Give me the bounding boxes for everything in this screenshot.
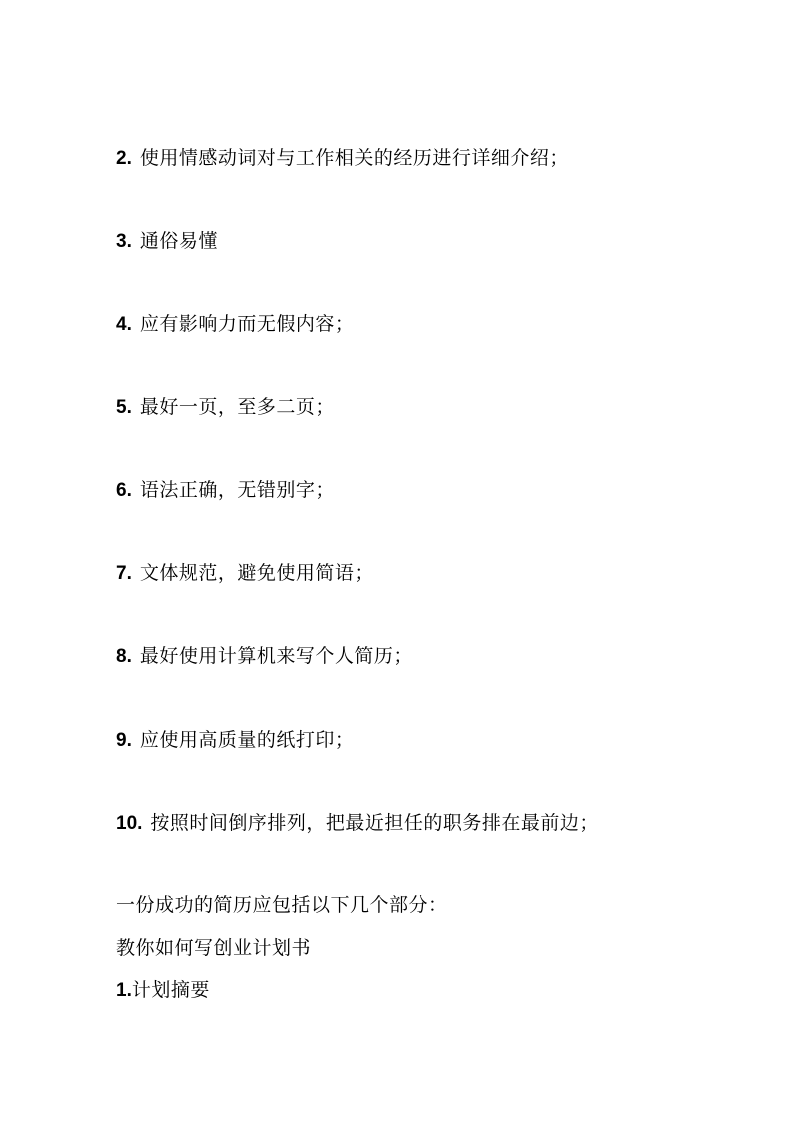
item-text: 最好一页，至多二页；: [139, 396, 335, 418]
item-number: 8: [116, 646, 127, 667]
list-item: [116, 811, 599, 836]
item-separator: .: [137, 813, 143, 834]
heading-text: 计划摘要: [131, 979, 210, 1001]
list-item: [116, 644, 413, 669]
item-number: 2: [116, 148, 127, 169]
item-number: 4: [116, 314, 127, 335]
list-item: [116, 312, 354, 337]
item-text: 语法正确，无错别字；: [139, 479, 335, 501]
list-item: [116, 561, 374, 586]
list-item: [116, 728, 354, 753]
item-number: 5: [116, 397, 127, 418]
item-number: 7: [116, 563, 127, 584]
item-separator: .: [126, 480, 132, 501]
item-text: 通俗易懂: [139, 230, 218, 252]
section-heading: [116, 978, 210, 1003]
item-separator: .: [126, 730, 132, 751]
heading-number: 1.: [116, 980, 132, 1001]
item-number: 6: [116, 480, 127, 501]
item-text: 应有影响力而无假内容；: [139, 313, 355, 335]
item-text: 应使用高质量的纸打印；: [139, 729, 355, 751]
list-item: [116, 478, 335, 503]
list-item: [116, 229, 218, 254]
item-separator: .: [126, 563, 132, 584]
paragraph-line: [116, 936, 311, 960]
item-separator: .: [126, 397, 132, 418]
paragraph-text: 教你如何写创业计划书: [116, 937, 312, 959]
item-text: 按照时间倒序排列，把最近担任的职务排在最前边；: [150, 812, 599, 834]
item-number: 10: [116, 813, 138, 834]
item-separator: .: [126, 148, 132, 169]
list-item: [116, 146, 569, 171]
item-number: 3: [116, 231, 127, 252]
item-separator: .: [126, 231, 132, 252]
item-separator: .: [126, 314, 132, 335]
item-text: 使用情感动词对与工作相关的经历进行详细介绍；: [139, 147, 569, 169]
item-separator: .: [126, 646, 132, 667]
paragraph-line: [116, 893, 448, 917]
paragraph-text: 一份成功的简历应包括以下几个部分：: [116, 894, 448, 916]
list-item: [116, 395, 335, 420]
item-text: 文体规范，避免使用简语；: [139, 562, 374, 584]
item-text: 最好使用计算机来写个人简历；: [139, 645, 413, 667]
item-number: 9: [116, 730, 127, 751]
